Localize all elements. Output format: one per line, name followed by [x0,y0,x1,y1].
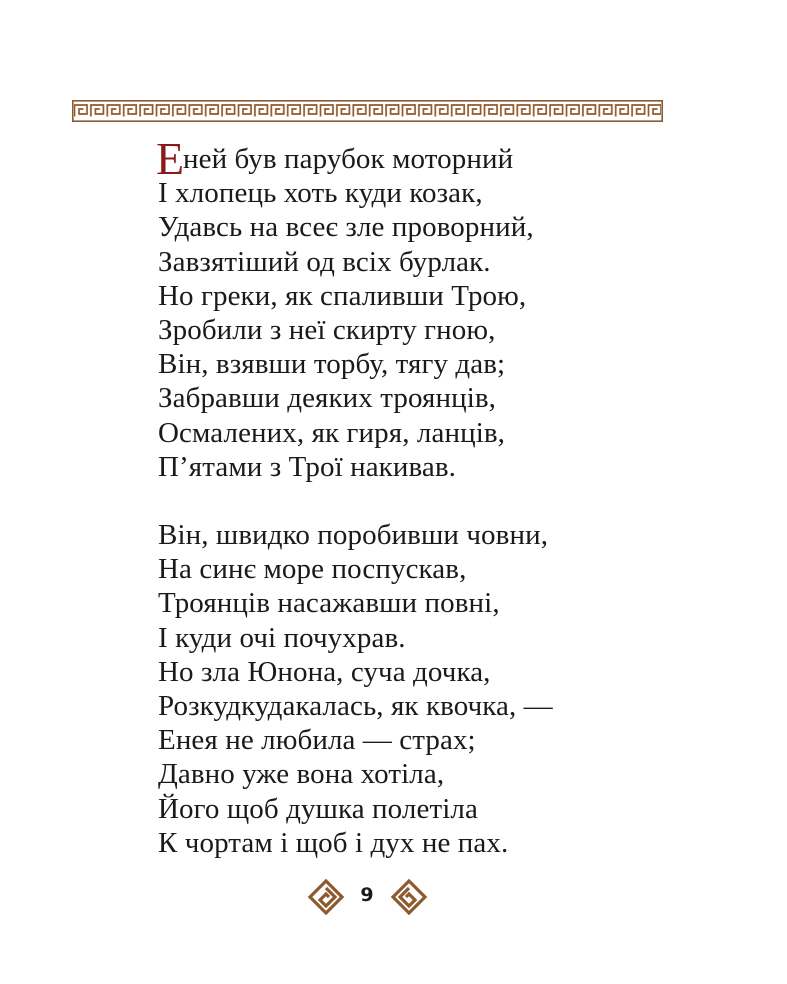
poem-line: Давно уже вона хотіла, [158,758,445,791]
page-number: 9 [360,884,374,906]
poem-line: Троянців насажавши повні, [158,587,500,620]
poem-line [156,133,718,184]
poem-line: Завзятіший од всіх бурлак. [158,245,491,278]
poem-line: Забравши деяких троянців, [158,382,496,415]
greek-key-border [72,100,663,122]
poem-line: Енея не любила — страх; [158,724,476,757]
poem-line: Розкудкудакалась, як квочка, — [158,690,553,723]
poem-line: Він, швидко поробивши човни, [158,519,549,552]
poem-line: П’ятами з Трої накивав. [158,450,457,483]
poem-line: Він, взявши торбу, тягу дав; [158,348,506,381]
drop-cap: Е [156,133,185,184]
poem-line: Удавсь на всеє зле проворний, [158,211,534,244]
stanza-2 [158,518,718,860]
stanza-1 [156,133,718,484]
swirl-ornament-icon [307,878,345,916]
first-line-text: ней був парубок моторний [183,143,514,175]
poem-line: На синє море поспускав, [158,553,467,586]
poem-line: К чортам і щоб і дух не пах. [158,826,509,859]
poem-line: Зробили з неї скирту гною, [158,314,496,347]
poem-line: І хлопець хоть куди козак, [158,177,483,210]
poem-line: Осмалених, як гиря, ланців, [158,416,505,449]
poem-line: Но греки, як спаливши Трою, [158,279,527,312]
page-footer [0,872,787,922]
swirl-ornament-icon [390,878,428,916]
poem [156,133,718,860]
poem-line: Но зла Юнона, суча дочка, [158,655,491,688]
poem-line: Його щоб душка полетіла [158,792,478,825]
poem-line: І куди очі почухрав. [158,621,406,654]
